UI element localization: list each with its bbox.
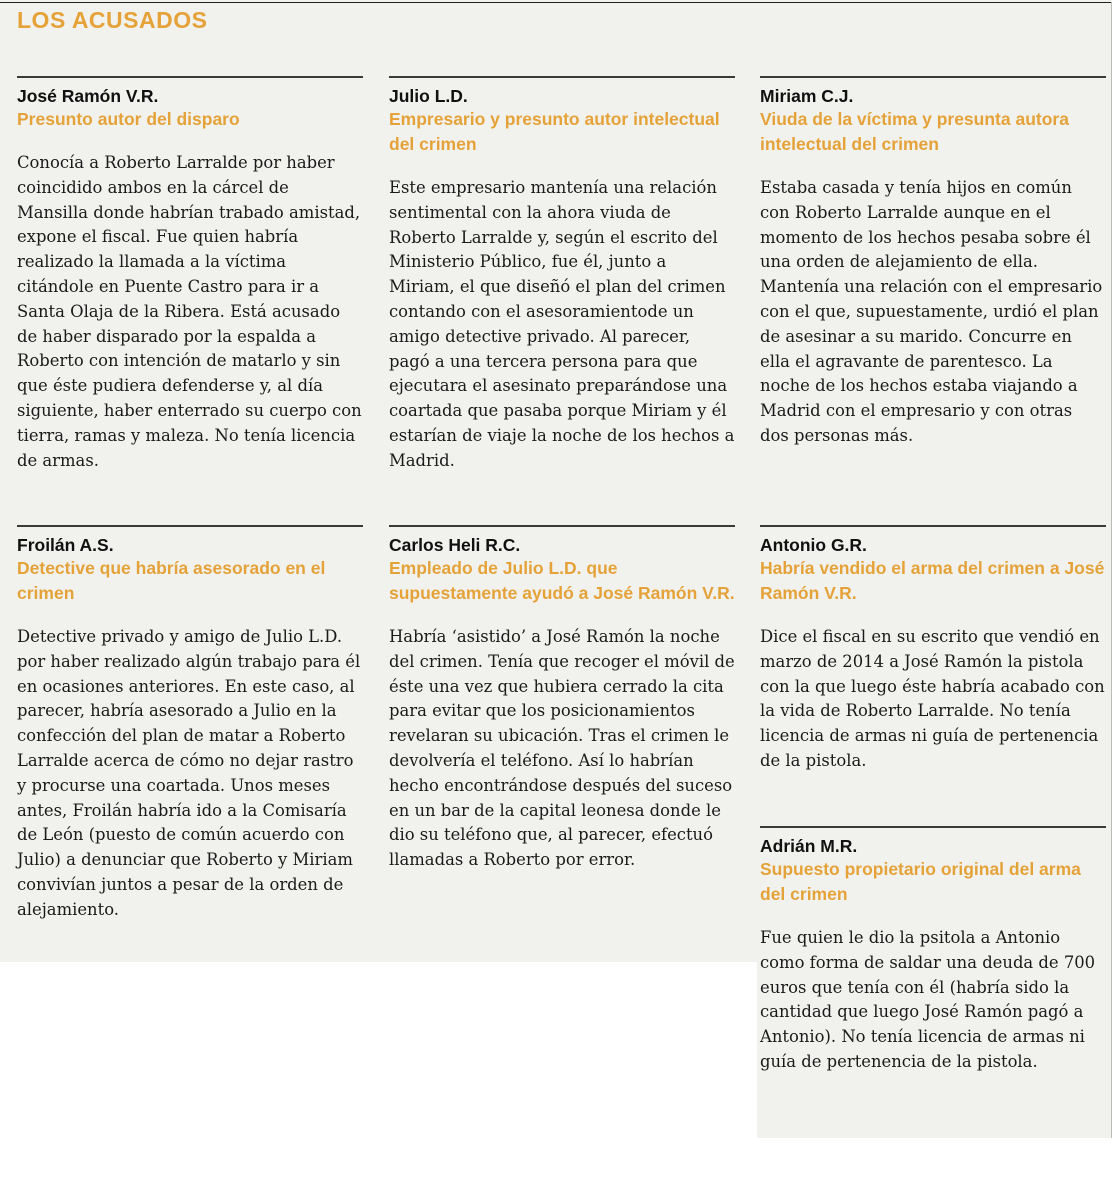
card-rule bbox=[17, 525, 363, 527]
section-title: LOS ACUSADOS bbox=[17, 7, 208, 33]
accused-role: Viuda de la víctima y presunta autora intelectual del crimen bbox=[760, 109, 1069, 154]
card-rule bbox=[760, 76, 1106, 78]
accused-name: José Ramón V.R. bbox=[17, 86, 159, 106]
top-rule bbox=[0, 2, 1112, 3]
accused-role: Detective que habría asesorado en el crimen bbox=[17, 558, 326, 603]
accused-card-jose-ramon bbox=[17, 76, 363, 473]
accused-description: Fue quien le dio la psitola a Antonio como forma de saldar una deuda de 700 euros que tenía con él (habría sido la cantidad que luego José Ramón pagó a Antonio). No tenía licencia de armas ni guía de pertenencia de la pistola. bbox=[760, 928, 1096, 1071]
accused-description: Detective privado y amigo de Julio L.D. por haber realizado algún trabajo para él en ocasiones anteriores. En este caso, al parecer, habría asesorado a Julio en la confección del plan de matar a Roberto Larralde acerca de cómo no dejar rastro y procurse una coartada. Unos meses antes, Froilán habría ido a la Comisaría de León (puesto de común acuerdo con Julio) a denunciar que Roberto y Miriam convivían juntos a pesar de la orden de alejamiento. bbox=[17, 627, 361, 919]
card-rule bbox=[17, 76, 363, 78]
accused-card-julio bbox=[389, 76, 735, 474]
card-rule bbox=[760, 826, 1106, 828]
accused-description: Este empresario mantenía una relación sentimental con la ahora viuda de Roberto Larralde y, según el escrito del Ministerio Público, fue él, junto a Miriam, el que diseñó el plan del crimen contando con el asesoramientode un amigo detective privado. Al parecer, pagó a una tercera persona para que ejecutara el asesinato preparándose una coartada que pasaba porque Miriam y él estarían de viaje la noche de los hechos a Madrid. bbox=[389, 178, 735, 470]
accused-name: Julio L.D. bbox=[389, 86, 468, 106]
accused-card-adrian bbox=[760, 826, 1106, 1075]
accused-card-antonio bbox=[760, 525, 1106, 774]
accused-name: Adrián M.R. bbox=[760, 836, 858, 856]
accused-description: Conocía a Roberto Larralde por haber coincidido ambos en la cárcel de Mansilla donde habrían trabado amistad, expone el fiscal. Fue quien habría realizado la llamada a la víctima citándole en Puente Castro para ir a Santa Olaja de la Ribera. Está acusado de haber disparado por la espalda a Roberto con intención de matarlo y sin que éste pudiera defenderse y, al día siguiente, haber enterrado su cuerpo con tierra, ramas y maleza. No tenía licencia de armas. bbox=[17, 153, 362, 470]
accused-role: Empresario y presunto autor intelectual del crimen bbox=[389, 109, 720, 154]
accused-description: Habría ‘asistido’ a José Ramón la noche del crimen. Tenía que recoger el móvil de éste una vez que hubiera cerrado la cita para evitar que los posicionamientos revelaran su ubicación. Tras el crimen le devolvería el teléfono. Así lo habrían hecho encontrándose después del suceso en un bar de la capital leonesa donde le dio su teléfono que, al parecer, efectuó llamadas a Roberto por error. bbox=[389, 627, 735, 870]
card-rule bbox=[389, 525, 735, 527]
accused-name: Froilán A.S. bbox=[17, 535, 114, 555]
card-rule bbox=[389, 76, 735, 78]
accused-role: Empleado de Julio L.D. que supuestamente ayudó a José Ramón V.R. bbox=[389, 558, 735, 603]
card-rule bbox=[760, 525, 1106, 527]
right-rule bbox=[1111, 2, 1112, 1138]
accused-description: Estaba casada y tenía hijos en común con Roberto Larralde aunque en el momento de los hechos pesaba sobre él una orden de alejamiento de ella. Mantenía una relación con el empresario con el que, supuestamente, urdió el plan de asesinar a su marido. Concurre en ella el agravante de parentesco. La noche de los hechos estaba viajando a Madrid con el empresario y con otras dos personas más. bbox=[760, 178, 1103, 445]
accused-role: Presunto autor del disparo bbox=[17, 109, 240, 129]
accused-role: Habría vendido el arma del crimen a José Ramón V.R. bbox=[760, 558, 1105, 603]
accused-role: Supuesto propietario original del arma del crimen bbox=[760, 859, 1081, 904]
accused-card-carlos-heli bbox=[389, 525, 735, 873]
accused-card-froilan bbox=[17, 525, 363, 923]
accused-name: Miriam C.J. bbox=[760, 86, 854, 106]
accused-name: Antonio G.R. bbox=[760, 535, 867, 555]
accused-card-miriam bbox=[760, 76, 1106, 449]
accused-description: Dice el fiscal en su escrito que vendió en marzo de 2014 a José Ramón la pistola con la que luego éste habría acabado con la vida de Roberto Larralde. No tenía licencia de armas ni guía de pertenencia de la pistola. bbox=[760, 627, 1105, 770]
accused-name: Carlos Heli R.C. bbox=[389, 535, 521, 555]
